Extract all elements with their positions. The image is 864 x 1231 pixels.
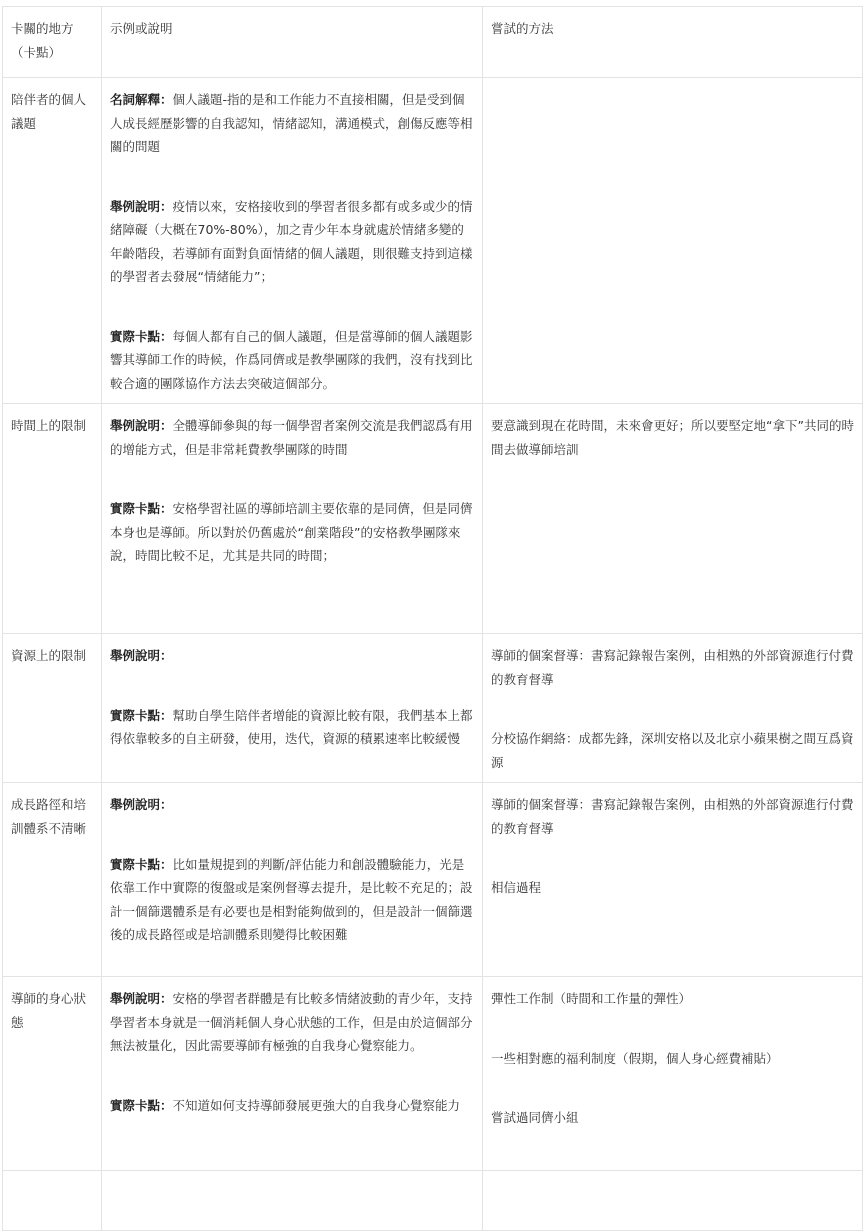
row-topic [3,1171,102,1231]
table-row [3,404,863,634]
table-row [3,78,863,404]
detail-item: 舉例說明：安格的學習者群體是有比較多情緒波動的青少年，支持學習者本身就是一個消耗個人身心狀態的工作，但是由於這個部分無法被量化，因此需要導師有極強的自我身心覺察能力。 [110,991,473,1053]
detail-item: 實際卡點：比如量規提到的判斷/評估能力和創設體驗能力，光是依靠工作中實際的復盤或是案例督導去提升，是比較不充足的；設計一個篩選體系是有必要也是相對能夠做到的，但是設計一個篩選後的成長路徑或是培訓體系則變得比較困難 [110,856,473,942]
row-details [102,783,483,977]
row-methods [483,1171,863,1231]
row-methods [483,404,863,634]
method-item: 彈性工作制（時間和工作量的彈性） [491,991,692,1006]
method-item: 相信過程 [491,880,542,895]
detail-item: 名詞解釋：個人議題-指的是和工作能力不直接相關，但是受到個人成長經歷影響的自我認知，情緒認知，溝通模式，創傷反應等相關的問題 [110,92,473,154]
table-header-row [3,7,863,78]
row-methods [483,783,863,977]
row-details [102,634,483,783]
method-item: 要意識到現在花時間，未來會更好；所以要堅定地“拿下”共同的時間去做導師培訓 [491,418,854,457]
detail-item: 舉例說明：疫情以來，安格接收到的學習者很多都有或多或少的情緒障礙（大概在70%-80%），加之青少年本身就處於情緒多變的年齡階段，若導師有面對負面情緒的個人議題，則很難支持到這樣的學習者去發展“情緒能力”； [110,198,473,284]
detail-item: 舉例說明：全體導師參與的每一個學習者案例交流是我們認爲有用的增能方式，但是非常耗費教學團隊的時間 [110,418,473,457]
row-methods [483,78,863,404]
row-methods [483,634,863,783]
detail-item: 實際卡點：每個人都有自己的個人議題，但是當導師的個人議題影響其導師工作的時候，作爲同儕或是教學團隊的我們，沒有找到比較合適的團隊協作方法去突破這個部分。 [110,328,473,391]
table-row [3,783,863,977]
method-item: 嘗試過同儕小組 [491,1110,579,1125]
detail-item: 實際卡點：安格學習社區的導師培訓主要依靠的是同儕，但是同儕本身也是導師。所以對於仍舊處於“創業階段”的安格教學團隊來說，時間比較不足，尤其是共同的時間； [110,501,473,563]
row-topic: 導師的身心狀態 [3,977,102,1171]
table-row [3,634,863,783]
obstacle-table [2,6,863,1231]
row-topic: 陪伴者的個人議題 [3,78,102,404]
detail-item: 實際卡點：不知道如何支持導師發展更強大的自我身心覺察能力 [110,1097,461,1113]
row-topic: 時間上的限制 [3,404,102,634]
row-details [102,78,483,404]
table-row [3,977,863,1171]
detail-item: 舉例說明： [110,797,173,812]
row-methods [483,977,863,1171]
method-item: 導師的個案督導：書寫記錄報告案例，由相熟的外部資源進行付費的教育督導 [491,797,854,836]
header-methods: 嘗試的方法 [483,7,863,78]
method-item: 導師的個案督導：書寫記錄報告案例，由相熟的外部資源進行付費的教育督導 [491,648,854,687]
row-details [102,404,483,634]
detail-item: 實際卡點：幫助自學生陪伴者增能的資源比較有限，我們基本上都得依靠較多的自主研發，使用，迭代，資源的積累速率比較緩慢 [110,707,473,746]
method-item: 分校協作網絡：成都先鋒，深圳安格以及北京小蘋果樹之間互爲資源 [491,731,854,770]
row-details [102,977,483,1171]
row-topic: 成長路徑和培訓體系不清晰 [3,783,102,977]
row-details [102,1171,483,1231]
header-example: 示例或說明 [102,7,483,78]
row-topic: 資源上的限制 [3,634,102,783]
table-row-empty [3,1171,863,1231]
detail-item: 舉例說明： [110,648,173,663]
method-item: 一些相對應的福利制度（假期，個人身心經費補貼） [491,1050,779,1066]
header-stuck-point: 卡關的地方 （卡點） [3,7,102,78]
